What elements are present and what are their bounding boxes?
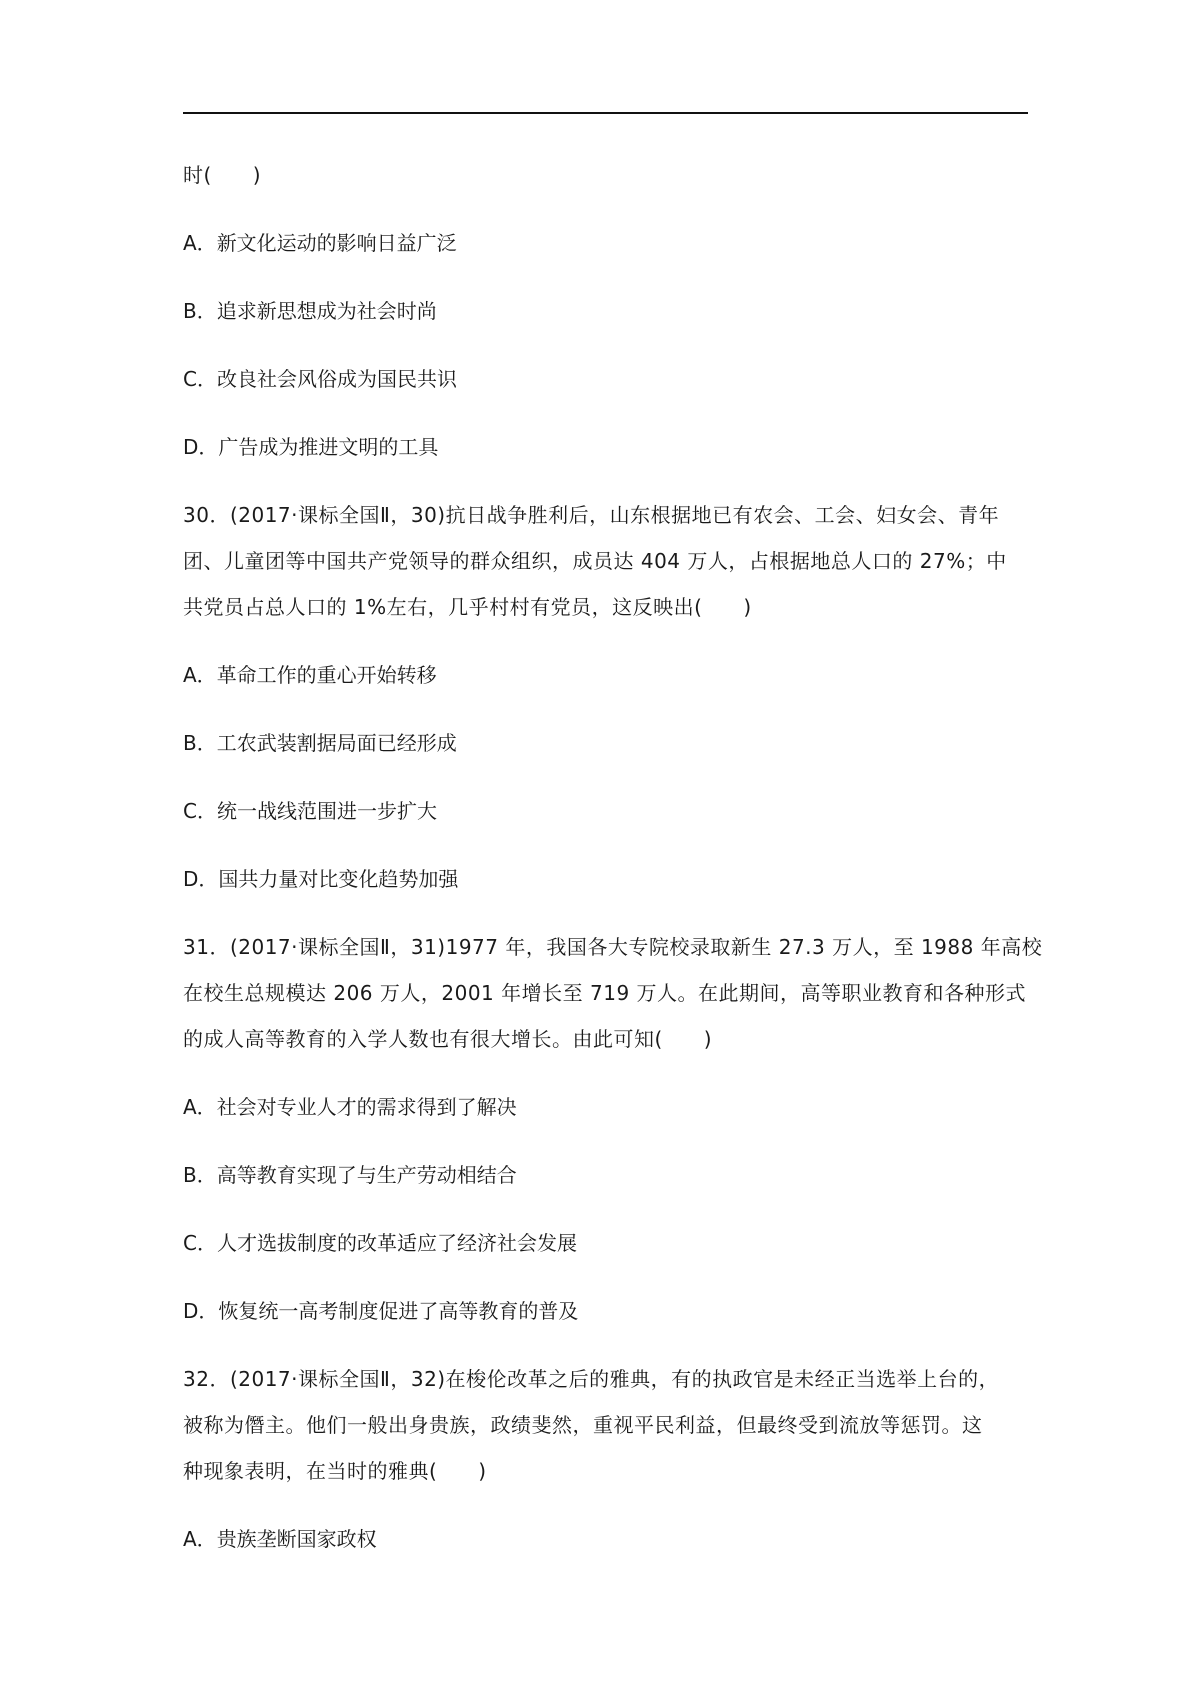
option-c: C．统一战线范围进一步扩大	[183, 799, 437, 823]
question-30	[183, 492, 1028, 902]
question-stem-line: 共党员占总人口的 1%左右，几乎村村有党员，这反映出( )	[183, 595, 752, 619]
header-rule	[183, 112, 1028, 114]
option-a: A．新文化运动的影响日益广泛	[183, 231, 457, 255]
option-d: D．国共力量对比变化趋势加强	[183, 867, 459, 891]
question-stem-line: 在校生总规模达 206 万人，2001 年增长至 719 万人。在此期间，高等职业教育和各种形式	[183, 981, 1027, 1005]
question-stem-line: 团、儿童团等中国共产党领导的群众组织，成员达 404 万人，占根据地总人口的 27%；中	[183, 549, 1007, 573]
question-stem-line: 时( )	[183, 163, 262, 187]
option-b: B．工农武装割据局面已经形成	[183, 731, 457, 755]
option-b: B．高等教育实现了与生产劳动相结合	[183, 1163, 517, 1187]
question-stem-line: 31．(2017·课标全国Ⅱ，31)1977 年，我国各大专院校录取新生 27.3 万人，至 1988 年高校	[183, 935, 1043, 959]
option-a: A．贵族垄断国家政权	[183, 1527, 377, 1551]
option-b: B．追求新思想成为社会时尚	[183, 299, 437, 323]
option-c: C．人才选拔制度的改革适应了经济社会发展	[183, 1231, 577, 1255]
question-32	[183, 1356, 1028, 1562]
option-a: A．革命工作的重心开始转移	[183, 663, 437, 687]
question-stem-line: 种现象表明，在当时的雅典( )	[183, 1459, 487, 1483]
option-d: D．恢复统一高考制度促进了高等教育的普及	[183, 1299, 579, 1323]
option-c: C．改良社会风俗成为国民共识	[183, 367, 457, 391]
continued-question	[183, 152, 1028, 470]
page-content	[183, 152, 1043, 1562]
question-stem-line: 的成人高等教育的入学人数也有很大增长。由此可知( )	[183, 1027, 713, 1051]
option-d: D．广告成为推进文明的工具	[183, 435, 439, 459]
option-a: A．社会对专业人才的需求得到了解决	[183, 1095, 517, 1119]
question-31	[183, 924, 1043, 1334]
question-stem-line: 30．(2017·课标全国Ⅱ，30)抗日战争胜利后，山东根据地已有农会、工会、妇女会、青年	[183, 503, 1000, 527]
question-stem-line: 32．(2017·课标全国Ⅱ，32)在梭伦改革之后的雅典，有的执政官是未经正当选举上台的，	[183, 1367, 1000, 1391]
question-stem-line: 被称为僭主。他们一般出身贵族，政绩斐然，重视平民利益，但最终受到流放等惩罚。这	[183, 1413, 983, 1437]
